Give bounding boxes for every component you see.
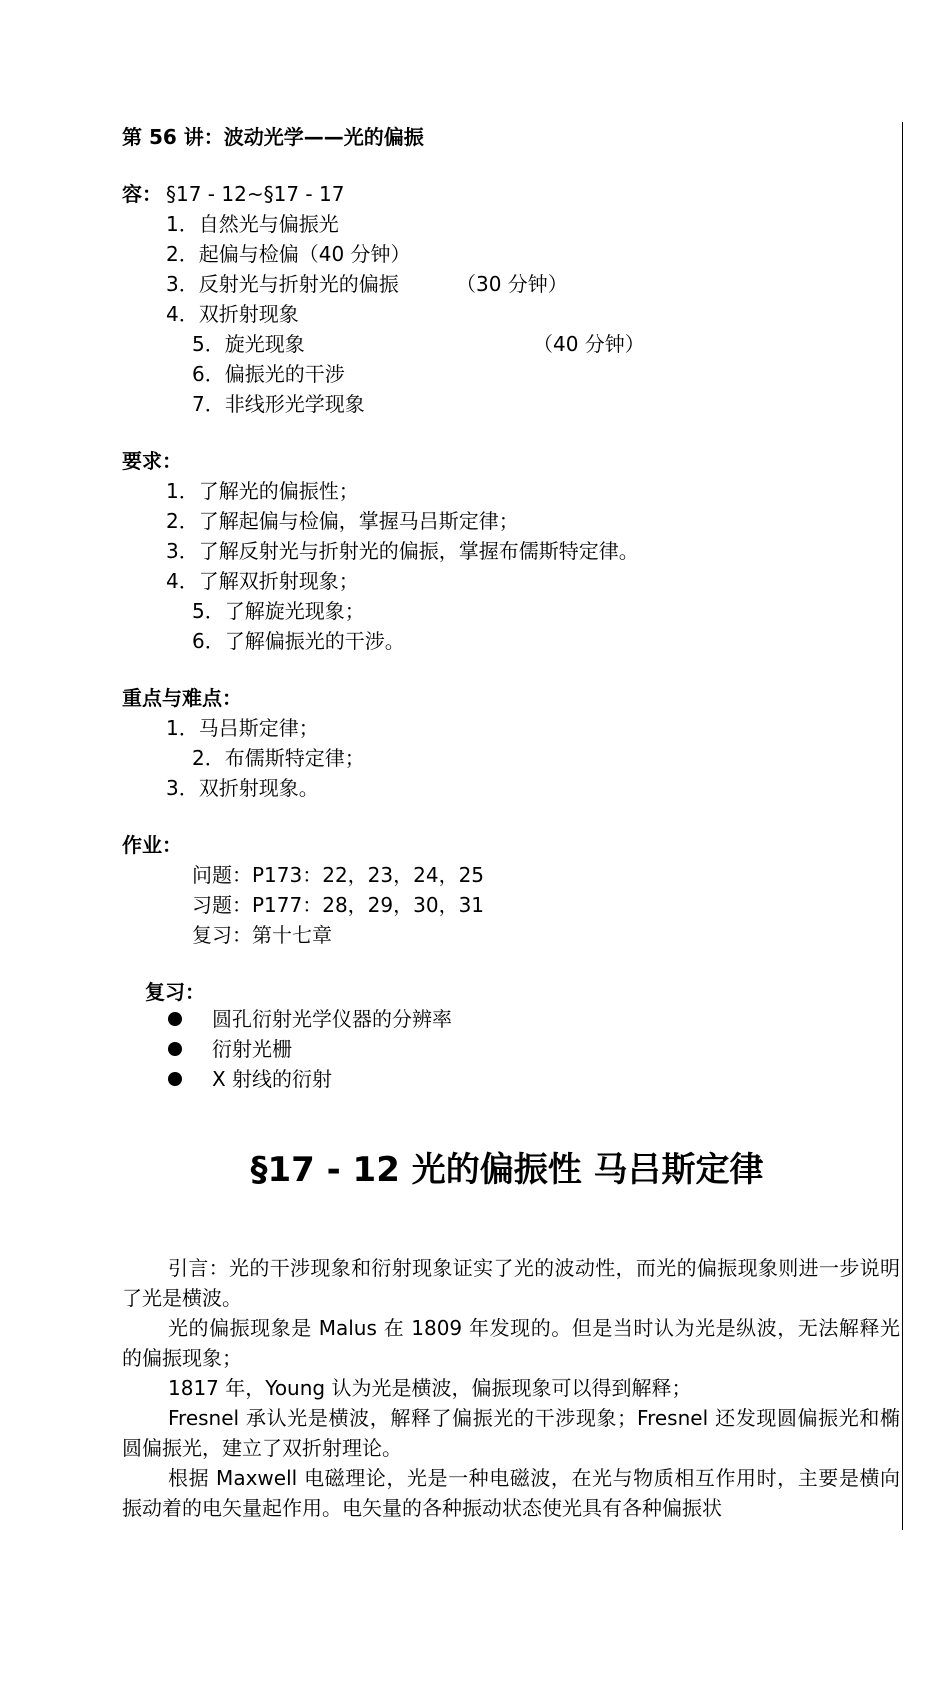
key-point-item: 2．布儒斯特定律； (192, 746, 365, 770)
time-note: （30 分钟） (456, 272, 568, 296)
requirement-item: 2．了解起偏与检偏，掌握马吕斯定律； (166, 509, 519, 533)
page-margin-rule (902, 122, 903, 1530)
homework-item: 问题：P173：22，23，24，25 (192, 863, 485, 887)
key-point-item: 3．双折射现象。 (166, 776, 319, 800)
review-label: 复习： (145, 980, 205, 1004)
section-title: §17 - 12 光的偏振性 马吕斯定律 (250, 1150, 764, 1190)
review-item: 衍射光栅 (212, 1037, 292, 1061)
homework-item: 习题：P177：28，29，30，31 (192, 893, 485, 917)
requirement-item: 1．了解光的偏振性； (166, 479, 359, 503)
paragraph: 引言：光的干涉现象和衍射现象证实了光的波动性，而光的偏振现象则进一步说明了光是横波。 (122, 1256, 900, 1310)
content-item: 6．偏振光的干涉 (192, 362, 345, 386)
content-item: 1．自然光与偏振光 (166, 212, 339, 236)
requirement-item: 5．了解旋光现象； (192, 599, 365, 623)
content-label: 容： (122, 182, 162, 206)
key-point-item: 1．马吕斯定律； (166, 716, 319, 740)
content-range: §17 - 12~§17 - 17 (166, 182, 345, 206)
content-item: 7．非线形光学现象 (192, 392, 365, 416)
paragraph: 光的偏振现象是 Malus 在 1809 年发现的。但是当时认为光是纵波，无法解释光的偏振现象； (122, 1316, 900, 1370)
content-item: 2．起偏与检偏（40 分钟） (166, 242, 411, 266)
content-item: 4．双折射现象 (166, 302, 299, 326)
key-points-label: 重点与难点： (122, 686, 242, 710)
time-note: （40 分钟） (533, 332, 645, 356)
bullet-icon (168, 1072, 182, 1086)
paragraph: 根据 Maxwell 电磁理论，光是一种电磁波，在光与物质相互作用时，主要是横向振动着的电矢量起作用。电矢量的各种振动状态使光具有各种偏振状 (122, 1466, 900, 1520)
bullet-icon (168, 1012, 182, 1026)
paragraph: 1817 年，Young 认为光是横波，偏振现象可以得到解释； (168, 1376, 692, 1400)
content-item: 5．旋光现象 (192, 332, 305, 356)
paragraph: Fresnel 承认光是横波，解释了偏振光的干涉现象；Fresnel 还发现圆偏振光和椭圆偏振光，建立了双折射理论。 (122, 1406, 900, 1460)
lecture-title: 第 56 讲：波动光学——光的偏振 (122, 125, 424, 149)
requirements-label: 要求： (122, 449, 182, 473)
review-item: 圆孔衍射光学仪器的分辨率 (212, 1007, 452, 1031)
homework-label: 作业： (122, 833, 182, 857)
homework-item: 复习：第十七章 (192, 923, 332, 947)
review-item: X 射线的衍射 (212, 1067, 333, 1091)
requirement-item: 4．了解双折射现象； (166, 569, 359, 593)
requirement-item: 3．了解反射光与折射光的偏振，掌握布儒斯特定律。 (166, 539, 639, 563)
requirement-item: 6．了解偏振光的干涉。 (192, 629, 405, 653)
bullet-icon (168, 1042, 182, 1056)
content-item: 3．反射光与折射光的偏振 (166, 272, 399, 296)
